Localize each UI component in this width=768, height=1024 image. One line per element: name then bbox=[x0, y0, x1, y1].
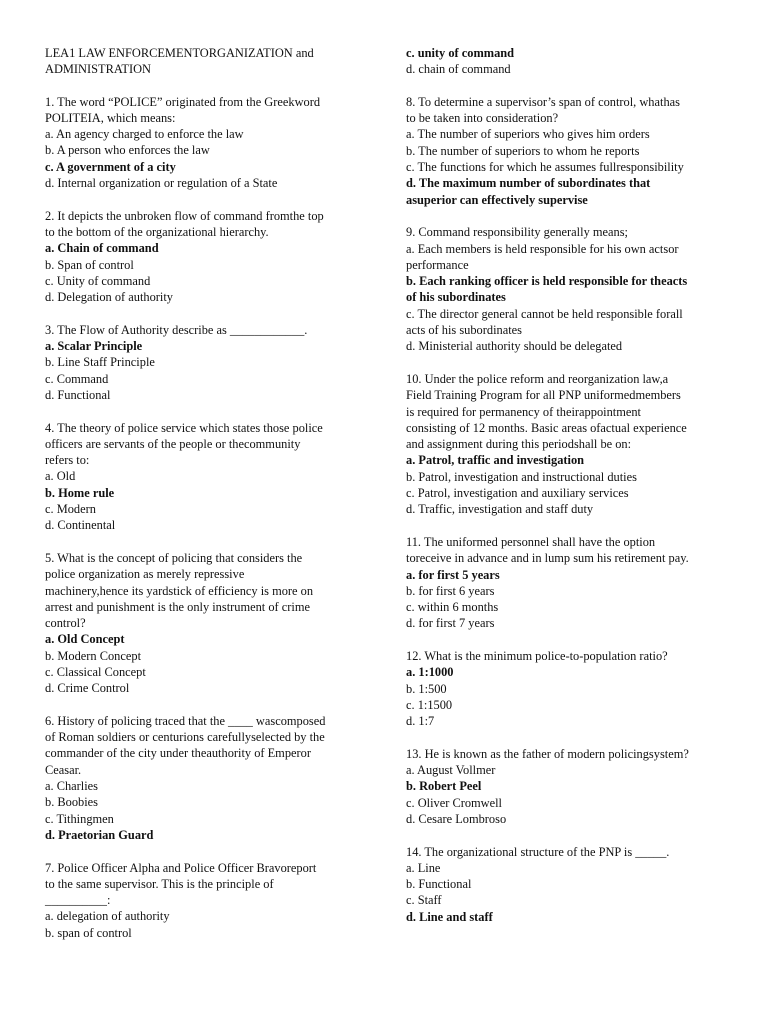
question-text: police organization as merely repressive bbox=[45, 567, 245, 582]
answer-option: c. Command bbox=[45, 371, 109, 386]
question-text: 13. He is known as the father of modern policingsystem? bbox=[406, 746, 689, 761]
correct-answer: b. Home rule bbox=[45, 485, 115, 500]
answer-option: b. Functional bbox=[406, 877, 472, 892]
question-text: toreceive in advance and in lump sum his retirement pay. bbox=[406, 551, 689, 566]
answer-option: b. A person who enforces the law bbox=[45, 143, 210, 158]
answer-option: d. Functional bbox=[45, 387, 111, 402]
question-block bbox=[406, 224, 728, 354]
question-text: consisting of 12 months. Basic areas ofactual experience bbox=[406, 420, 687, 435]
question-block bbox=[406, 648, 728, 729]
question-block bbox=[45, 322, 363, 403]
question-text: control? bbox=[45, 616, 86, 631]
answer-option: c. The functions for which he assumes fullresponsibility bbox=[406, 160, 684, 175]
answer-option: b. span of control bbox=[45, 925, 132, 940]
question-text: to the bottom of the organizational hierarchy. bbox=[45, 224, 269, 239]
answer-option: d. for first 7 years bbox=[406, 616, 495, 631]
question-text: Field Training Program for all PNP uniformedmembers bbox=[406, 388, 681, 403]
answer-option: a. delegation of authority bbox=[45, 909, 170, 924]
answer-option: c. 1:1500 bbox=[406, 697, 453, 712]
question-block bbox=[406, 371, 728, 518]
answer-option: c. Tithingmen bbox=[45, 811, 114, 826]
answer-option: d. Crime Control bbox=[45, 681, 130, 696]
correct-answer: a. Chain of command bbox=[45, 241, 159, 256]
answer-option: b. Line Staff Principle bbox=[45, 355, 155, 370]
question-text: officers are servants of the people or thecommunity bbox=[45, 436, 301, 451]
correct-answer: a. 1:1000 bbox=[406, 665, 454, 680]
answer-option: d. Delegation of authority bbox=[45, 290, 174, 305]
question-block bbox=[45, 550, 363, 697]
question-text: of Roman soldiers or centurions carefullyselected by the bbox=[45, 730, 325, 745]
correct-answer: a. Scalar Principle bbox=[45, 339, 143, 354]
correct-answer: a. Patrol, traffic and investigation bbox=[406, 453, 585, 468]
answer-option: d. Continental bbox=[45, 518, 116, 533]
question-text: to the same supervisor. This is the principle of bbox=[45, 876, 274, 891]
question-text: 7. Police Officer Alpha and Police Officer Bravoreport bbox=[45, 860, 317, 875]
answer-option: d. Cesare Lombroso bbox=[406, 811, 507, 826]
question-text: to be taken into consideration? bbox=[406, 111, 559, 126]
correct-answer: a. for first 5 years bbox=[406, 567, 500, 582]
question-block bbox=[45, 208, 363, 306]
answer-option: a. Old bbox=[45, 469, 76, 484]
correct-answer: a. Old Concept bbox=[45, 632, 125, 647]
answer-option: b. Span of control bbox=[45, 257, 134, 272]
answer-option: a. Each members is held responsible for his own actsor bbox=[406, 241, 679, 256]
answer-option: a. An agency charged to enforce the law bbox=[45, 127, 244, 142]
answer-option: d. Ministerial authority should be delegated bbox=[406, 339, 623, 354]
question-text: is required for permanency of theirappointment bbox=[406, 404, 641, 419]
answer-option: b. Patrol, investigation and instructional duties bbox=[406, 469, 637, 484]
document-title bbox=[45, 45, 363, 78]
question-block bbox=[406, 746, 728, 827]
question-7-continuation bbox=[406, 45, 728, 78]
question-text: 1. The word “POLICE” originated from the Greekword bbox=[45, 94, 321, 109]
answer-option: c. Staff bbox=[406, 893, 442, 908]
correct-answer: c. unity of command bbox=[406, 46, 515, 60]
answer-option: d. Traffic, investigation and staff duty bbox=[406, 502, 594, 517]
question-block bbox=[406, 844, 728, 925]
answer-option: a. August Vollmer bbox=[406, 763, 496, 778]
answer-option: c. Unity of command bbox=[45, 273, 151, 288]
answer-option: c. Patrol, investigation and auxiliary services bbox=[406, 486, 629, 501]
question-block bbox=[406, 534, 728, 632]
question-text: 3. The Flow of Authority describe as ____________. bbox=[45, 322, 308, 337]
answer-option: c. Oliver Cromwell bbox=[406, 795, 503, 810]
question-text: 11. The uniformed personnel shall have the option bbox=[406, 534, 656, 549]
question-block bbox=[406, 94, 728, 208]
answer-option: a. Line bbox=[406, 860, 441, 875]
answer-option: c. within 6 months bbox=[406, 600, 499, 615]
correct-answer: of his subordinates bbox=[406, 290, 506, 305]
question-text: 9. Command responsibility generally means; bbox=[406, 225, 628, 240]
question-text: arrest and punishment is the only instrument of crime bbox=[45, 599, 310, 614]
question-text: and assignment during this periodshall be on: bbox=[406, 437, 632, 452]
question-text: 4. The theory of police service which states those police bbox=[45, 420, 323, 435]
answer-option: d. Internal organization or regulation of a State bbox=[45, 176, 278, 191]
answer-option: d. 1:7 bbox=[406, 714, 435, 729]
answer-option: c. Modern bbox=[45, 502, 96, 517]
question-block bbox=[45, 860, 363, 941]
title-line: ADMINISTRATION bbox=[45, 62, 152, 77]
answer-option: b. The number of superiors to whom he reports bbox=[406, 143, 640, 158]
question-block bbox=[45, 420, 363, 534]
answer-option: c. Classical Concept bbox=[45, 664, 146, 679]
answer-option: performance bbox=[406, 257, 469, 272]
question-text: 5. What is the concept of policing that considers the bbox=[45, 550, 303, 565]
correct-answer: b. Each ranking officer is held responsible for theacts bbox=[406, 274, 688, 289]
question-text: 6. History of policing traced that the ____ wascomposed bbox=[45, 713, 326, 728]
question-text: POLITEIA, which means: bbox=[45, 110, 176, 125]
correct-answer: d. The maximum number of subordinates that bbox=[406, 176, 651, 191]
answer-option: b. 1:500 bbox=[406, 681, 447, 696]
question-text: __________: bbox=[45, 893, 111, 908]
question-text: 8. To determine a supervisor’s span of control, whathas bbox=[406, 94, 680, 109]
question-text: 2. It depicts the unbroken flow of command fromthe top bbox=[45, 208, 324, 223]
answer-option: acts of his subordinates bbox=[406, 323, 522, 338]
correct-answer: d. Line and staff bbox=[406, 909, 493, 924]
question-text: 12. What is the minimum police-to-population ratio? bbox=[406, 648, 668, 663]
title-line: LEA1 LAW ENFORCEMENTORGANIZATION and bbox=[45, 46, 314, 60]
answer-option: b. for first 6 years bbox=[406, 583, 495, 598]
answer-option: b. Modern Concept bbox=[45, 648, 142, 663]
question-text: 10. Under the police reform and reorganization law,a bbox=[406, 371, 669, 386]
question-block bbox=[45, 713, 363, 843]
question-text: 14. The organizational structure of the PNP is _____. bbox=[406, 844, 670, 859]
answer-option: a. The number of superiors who gives him orders bbox=[406, 127, 650, 142]
answer-option: b. Boobies bbox=[45, 795, 99, 810]
correct-answer: c. A government of a city bbox=[45, 159, 176, 174]
answer-option: a. Charlies bbox=[45, 779, 98, 794]
right-column bbox=[406, 45, 728, 925]
answer-option: d. chain of command bbox=[406, 62, 511, 77]
left-column bbox=[45, 45, 363, 941]
question-text: refers to: bbox=[45, 453, 90, 468]
answer-option: c. The director general cannot be held responsible forall bbox=[406, 306, 683, 321]
question-block bbox=[45, 94, 363, 192]
question-text: commander of the city under theauthority of Emperor bbox=[45, 746, 311, 761]
correct-answer: b. Robert Peel bbox=[406, 779, 482, 794]
correct-answer: d. Praetorian Guard bbox=[45, 827, 154, 842]
question-text: Ceasar. bbox=[45, 762, 82, 777]
correct-answer: asuperior can effectively supervise bbox=[406, 192, 588, 207]
question-text: machinery,hence its yardstick of efficiency is more on bbox=[45, 583, 314, 598]
